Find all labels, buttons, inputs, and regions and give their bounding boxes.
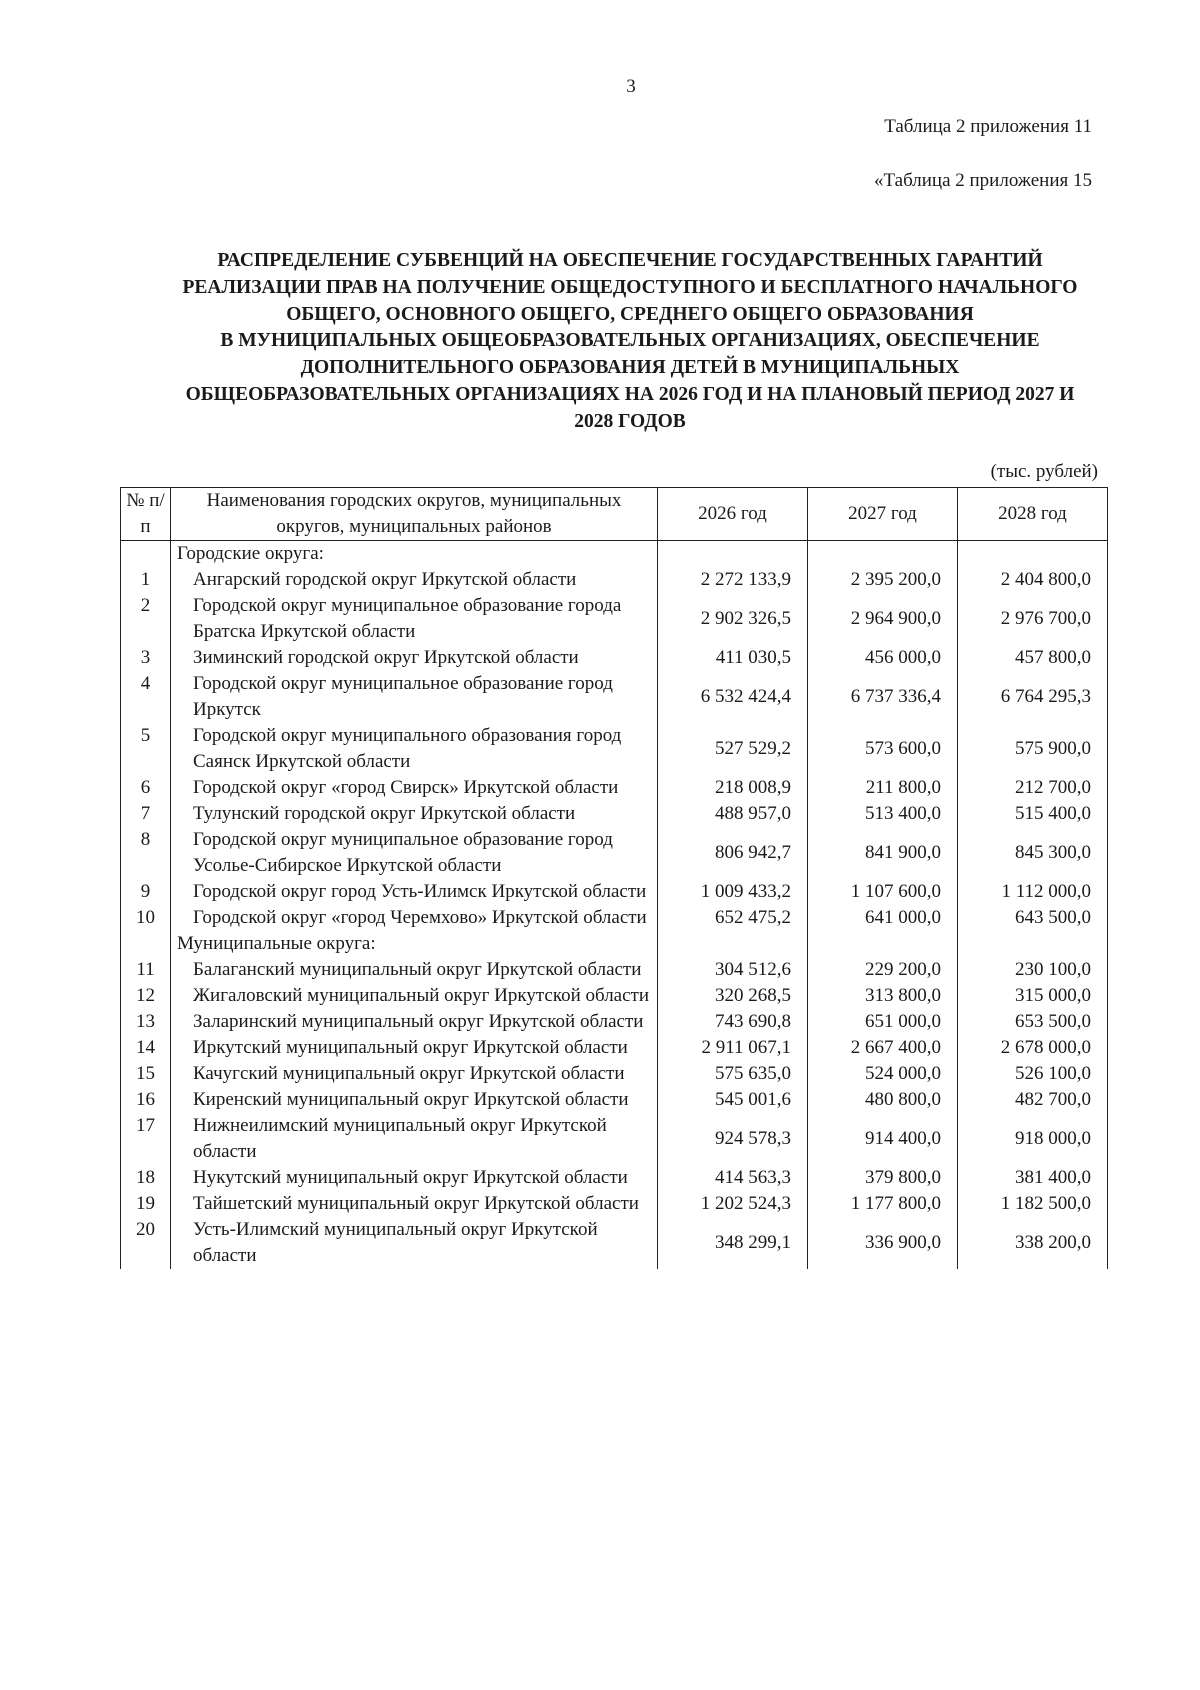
value-2028 — [958, 931, 1108, 957]
value-2026: 488 957,0 — [658, 801, 808, 827]
table-header-row — [121, 488, 1108, 541]
district-name: Заларинский муниципальный округ Иркутской области — [171, 1009, 658, 1035]
row-number: 3 — [121, 645, 171, 671]
value-2026: 2 911 067,1 — [658, 1035, 808, 1061]
value-2027: 2 395 200,0 — [808, 567, 958, 593]
value-2026: 348 299,1 — [658, 1217, 808, 1269]
table-row — [121, 879, 1108, 905]
district-name: Нукутский муниципальный округ Иркутской области — [171, 1165, 658, 1191]
value-2028: 575 900,0 — [958, 723, 1108, 775]
value-2026: 1 009 433,2 — [658, 879, 808, 905]
row-number: 12 — [121, 983, 171, 1009]
value-2026: 414 563,3 — [658, 1165, 808, 1191]
title-line: РАСПРЕДЕЛЕНИЕ СУБВЕНЦИЙ НА ОБЕСПЕЧЕНИЕ ГОСУДАРСТВЕННЫХ ГАРАНТИЙ — [217, 250, 1043, 271]
header-2027: 2027 год — [808, 488, 958, 541]
district-name: Жигаловский муниципальный округ Иркутской области — [171, 983, 658, 1009]
district-name: Городской округ муниципальное образование города Братска Иркутской области — [171, 593, 658, 645]
subvention-table — [120, 487, 1108, 1269]
value-2028: 2 678 000,0 — [958, 1035, 1108, 1061]
district-name: Иркутский муниципальный округ Иркутской области — [171, 1035, 658, 1061]
table-row — [121, 827, 1108, 879]
value-2027: 573 600,0 — [808, 723, 958, 775]
district-name: Тулунский городской округ Иркутской области — [171, 801, 658, 827]
district-name: Ангарский городской округ Иркутской области — [171, 567, 658, 593]
value-2026: 806 942,7 — [658, 827, 808, 879]
table-row — [121, 801, 1108, 827]
value-2028: 2 404 800,0 — [958, 567, 1108, 593]
district-name: Зиминский городской округ Иркутской области — [171, 645, 658, 671]
value-2026: 320 268,5 — [658, 983, 808, 1009]
value-2027: 513 400,0 — [808, 801, 958, 827]
title-line: ДОПОЛНИТЕЛЬНОГО ОБРАЗОВАНИЯ ДЕТЕЙ В МУНИЦИПАЛЬНЫХ — [300, 357, 960, 379]
value-2026: 575 635,0 — [658, 1061, 808, 1087]
value-2028: 457 800,0 — [958, 645, 1108, 671]
value-2028 — [958, 541, 1108, 568]
value-2026: 2 272 133,9 — [658, 567, 808, 593]
value-2028: 212 700,0 — [958, 775, 1108, 801]
page-number: 3 — [626, 76, 636, 97]
value-2027: 2 667 400,0 — [808, 1035, 958, 1061]
table-row — [121, 905, 1108, 931]
row-number: 1 — [121, 567, 171, 593]
value-2027: 456 000,0 — [808, 645, 958, 671]
value-2026 — [658, 931, 808, 957]
value-2027: 641 000,0 — [808, 905, 958, 931]
header-2028: 2028 год — [958, 488, 1108, 541]
row-number: 2 — [121, 593, 171, 645]
district-name: Городской округ муниципальное образование город Иркутск — [171, 671, 658, 723]
value-2027: 1 107 600,0 — [808, 879, 958, 905]
district-name: Усть-Илимский муниципальный округ Иркутской области — [171, 1217, 658, 1269]
title-line: В МУНИЦИПАЛЬНЫХ ОБЩЕОБРАЗОВАТЕЛЬНЫХ ОРГАНИЗАЦИЯХ, ОБЕСПЕЧЕНИЕ — [220, 330, 1040, 352]
value-2027: 313 800,0 — [808, 983, 958, 1009]
row-number: 6 — [121, 775, 171, 801]
appendix-reference-15: «Таблица 2 приложения 15 — [874, 170, 1092, 191]
row-number: 15 — [121, 1061, 171, 1087]
table-body — [121, 541, 1108, 1270]
table-row — [121, 1087, 1108, 1113]
value-2028: 1 112 000,0 — [958, 879, 1108, 905]
table-row — [121, 1165, 1108, 1191]
value-2027: 841 900,0 — [808, 827, 958, 879]
appendix-reference-11: Таблица 2 приложения 11 — [884, 116, 1092, 137]
value-2026: 218 008,9 — [658, 775, 808, 801]
table-row — [121, 957, 1108, 983]
value-2027: 480 800,0 — [808, 1087, 958, 1113]
value-2028: 515 400,0 — [958, 801, 1108, 827]
district-name: Городской округ муниципального образования город Саянск Иркутской области — [171, 723, 658, 775]
row-number: 14 — [121, 1035, 171, 1061]
row-number: 7 — [121, 801, 171, 827]
table-row — [121, 1217, 1108, 1269]
table-row — [121, 1061, 1108, 1087]
value-2028: 2 976 700,0 — [958, 593, 1108, 645]
section-label: Городские округа: — [171, 541, 658, 568]
section-row — [121, 931, 1108, 957]
value-2028: 845 300,0 — [958, 827, 1108, 879]
value-2027: 336 900,0 — [808, 1217, 958, 1269]
document-title — [130, 248, 1130, 436]
table-row — [121, 671, 1108, 723]
header-2026: 2026 год — [658, 488, 808, 541]
table-row — [121, 1035, 1108, 1061]
value-2026: 304 512,6 — [658, 957, 808, 983]
header-number: № п/п — [121, 488, 171, 541]
district-name: Балаганский муниципальный округ Иркутской области — [171, 957, 658, 983]
row-number: 11 — [121, 957, 171, 983]
district-name: Городской округ «город Черемхово» Иркутской области — [171, 905, 658, 931]
units-note: (тыс. рублей) — [990, 461, 1098, 482]
value-2028: 230 100,0 — [958, 957, 1108, 983]
value-2028: 338 200,0 — [958, 1217, 1108, 1269]
table-row — [121, 723, 1108, 775]
row-number: 18 — [121, 1165, 171, 1191]
value-2028: 482 700,0 — [958, 1087, 1108, 1113]
header-name: Наименования городских округов, муниципальных округов, муниципальных районов — [171, 488, 658, 541]
table-row — [121, 1113, 1108, 1165]
value-2027: 211 800,0 — [808, 775, 958, 801]
district-name: Нижнеилимский муниципальный округ Иркутской области — [171, 1113, 658, 1165]
district-name: Качугский муниципальный округ Иркутской области — [171, 1061, 658, 1087]
row-number: 16 — [121, 1087, 171, 1113]
table-row — [121, 1009, 1108, 1035]
row-number: 4 — [121, 671, 171, 723]
row-number: 9 — [121, 879, 171, 905]
value-2027 — [808, 541, 958, 568]
table-row — [121, 567, 1108, 593]
value-2026: 1 202 524,3 — [658, 1191, 808, 1217]
value-2027: 524 000,0 — [808, 1061, 958, 1087]
row-number: 8 — [121, 827, 171, 879]
value-2028: 918 000,0 — [958, 1113, 1108, 1165]
value-2026: 411 030,5 — [658, 645, 808, 671]
value-2026: 924 578,3 — [658, 1113, 808, 1165]
value-2028: 526 100,0 — [958, 1061, 1108, 1087]
row-number: 20 — [121, 1217, 171, 1269]
table-row — [121, 775, 1108, 801]
value-2026: 527 529,2 — [658, 723, 808, 775]
value-2028: 381 400,0 — [958, 1165, 1108, 1191]
table-row — [121, 1191, 1108, 1217]
value-2027: 914 400,0 — [808, 1113, 958, 1165]
value-2026: 2 902 326,5 — [658, 593, 808, 645]
table-row — [121, 593, 1108, 645]
district-name: Городской округ муниципальное образование город Усолье-Сибирское Иркутской области — [171, 827, 658, 879]
district-name: Городской округ город Усть-Илимск Иркутской области — [171, 879, 658, 905]
district-name: Городской округ «город Свирск» Иркутской области — [171, 775, 658, 801]
row-number — [121, 541, 171, 568]
row-number: 13 — [121, 1009, 171, 1035]
value-2027: 651 000,0 — [808, 1009, 958, 1035]
value-2026 — [658, 541, 808, 568]
value-2026: 743 690,8 — [658, 1009, 808, 1035]
table-row — [121, 983, 1108, 1009]
value-2028: 643 500,0 — [958, 905, 1108, 931]
row-number: 17 — [121, 1113, 171, 1165]
value-2028: 1 182 500,0 — [958, 1191, 1108, 1217]
value-2027: 2 964 900,0 — [808, 593, 958, 645]
value-2028: 6 764 295,3 — [958, 671, 1108, 723]
title-line: ОБЩЕГО, ОСНОВНОГО ОБЩЕГО, СРЕДНЕГО ОБЩЕГО ОБРАЗОВАНИЯ — [286, 303, 974, 325]
district-name: Тайшетский муниципальный округ Иркутской области — [171, 1191, 658, 1217]
value-2027 — [808, 931, 958, 957]
value-2027: 1 177 800,0 — [808, 1191, 958, 1217]
value-2026: 652 475,2 — [658, 905, 808, 931]
title-line: ОБЩЕОБРАЗОВАТЕЛЬНЫХ ОРГАНИЗАЦИЯХ НА 2026 ГОД И НА ПЛАНОВЫЙ ПЕРИОД 2027 И — [185, 383, 1075, 405]
row-number: 5 — [121, 723, 171, 775]
row-number: 10 — [121, 905, 171, 931]
value-2028: 315 000,0 — [958, 983, 1108, 1009]
value-2026: 6 532 424,4 — [658, 671, 808, 723]
table-row — [121, 645, 1108, 671]
value-2027: 229 200,0 — [808, 957, 958, 983]
value-2027: 6 737 336,4 — [808, 671, 958, 723]
title-line: 2028 ГОДОВ — [574, 410, 686, 432]
district-name: Киренский муниципальный округ Иркутской области — [171, 1087, 658, 1113]
value-2027: 379 800,0 — [808, 1165, 958, 1191]
title-line: РЕАЛИЗАЦИИ ПРАВ НА ПОЛУЧЕНИЕ ОБЩЕДОСТУПНОГО И БЕСПЛАТНОГО НАЧАЛЬНОГО — [182, 276, 1078, 298]
row-number: 19 — [121, 1191, 171, 1217]
row-number — [121, 931, 171, 957]
section-label: Муниципальные округа: — [171, 931, 658, 957]
value-2028: 653 500,0 — [958, 1009, 1108, 1035]
value-2026: 545 001,6 — [658, 1087, 808, 1113]
section-row — [121, 541, 1108, 568]
